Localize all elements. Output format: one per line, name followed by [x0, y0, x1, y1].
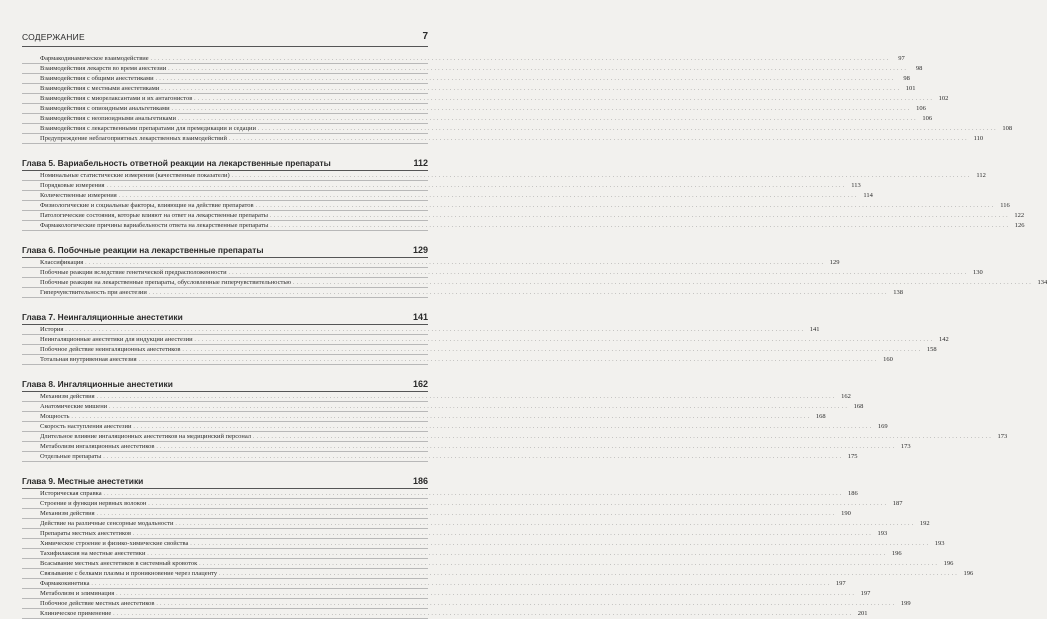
toc-entry — [22, 288, 904, 298]
toc-entry-title: Клиническое применение — [40, 610, 112, 617]
toc-entry — [22, 355, 893, 365]
toc-entry-title: История — [40, 326, 64, 333]
chapter-title: Глава 8. Ингаляционные анестетики — [22, 379, 173, 389]
toc-entry-title: Взаимодействия с лекарственными препаратами для премедикации и седации — [40, 125, 256, 132]
toc-entry — [22, 422, 888, 432]
chapter-page: 129 — [412, 245, 428, 255]
toc-entry — [22, 278, 1047, 288]
toc-entry-page: 192 — [919, 520, 930, 527]
toc-entry-page: 193 — [877, 530, 888, 537]
toc-entry — [22, 325, 820, 335]
leader-dots: . . . . . . . . . . . . . . . . . . . . . . . . . . . . . . . . . . . . . . . . . . . . . . . . . . . . . . . . . . . . . . . . . . . . . . . . . . . . . . . . . . . . . . . . . . . . . . . . . . . . . . . . . . . . . . . . . . . . . . . . . . . . . . . . . . . . . . . . . . . . . . . . . . . . . . . . . . . . . . . . . . . . . . . . . . . . . . . . . . . . . . . . . . . . . . . . . . . . . . . . — [148, 502, 887, 507]
toc-entry — [22, 84, 916, 94]
toc-entry — [22, 519, 930, 529]
toc-entry — [22, 569, 974, 579]
toc-entry-title: Побочные реакции вследствие генетической предрасположенности — [40, 269, 227, 276]
toc-entry-title: Фармакодинамическое взаимодействие — [40, 55, 149, 62]
chapter-heading — [22, 475, 428, 489]
toc-entry-title: Побочное действие местных анестетиков — [40, 600, 155, 607]
toc-entry-page: 142 — [938, 336, 949, 343]
toc-entry-title: Порядковые измерения — [40, 182, 105, 189]
leader-dots: . . . . . . . . . . . . . . . . . . . . . . . . . . . . . . . . . . . . . . . . . . . . . . . . . . . . . . . . . . . . . . . . . . . . . . . . . . . . . . . . . . . . . . . . . . . . . . . . . . . . . . . . . . . . . . . . . . . . . . . . . . . . . . . . . . . . . . . . . . . . . . . . . . . . . . . . . . . . . . . . . . . . . . . . . . . . . . . . . . . . . . . . . . . . . . . . . . . . . . . . — [190, 542, 929, 547]
toc-entry-page: 116 — [1000, 202, 1010, 209]
leader-dots: . . . . . . . . . . . . . . . . . . . . . . . . . . . . . . . . . . . . . . . . . . . . . . . . . . . . . . . . . . . . . . . . . . . . . . . . . . . . . . . . . . . . . . . . . . . . . . . . . . . . . . . . . . . . . . . . . . . . . . . . . . . . . . . . . . . . . . . . . . . . . . . . . . . . . . . . . . . . . . . . . . . . . . . . . . . . . . . . . . . . . . . . . . . . . . . . . . . . . . . . — [199, 562, 938, 567]
toc-entry-page: 114 — [863, 192, 873, 199]
leader-dots: . . . . . . . . . . . . . . . . . . . . . . . . . . . . . . . . . . . . . . . . . . . . . . . . . . . . . . . . . . . . . . . . . . . . . . . . . . . . . . . . . . . . . . . . . . . . . . . . . . . . . . . . . . . . . . . . . . . . . . . . . . . . . . . . . . . . . . . . . . . . . . . . . . . . . . . . . . . . . . . . . . . . . . . . . . . . . . . . . . . . . . . . . . . . . . . . . . . . . . . . — [65, 328, 804, 333]
toc-entry-page: 106 — [916, 105, 926, 112]
toc-entry — [22, 181, 861, 191]
toc-entry-title: Метаболизм ингаляционных анестетиков — [40, 443, 155, 450]
chapter-heading — [22, 378, 428, 392]
toc-entry — [22, 258, 840, 268]
toc-entry-title: Взаимодействия с неопиоидными анальгетиками — [40, 115, 177, 122]
toc-entry — [22, 432, 1008, 442]
toc-entry — [22, 529, 888, 539]
leader-dots: . . . . . . . . . . . . . . . . . . . . . . . . . . . . . . . . . . . . . . . . . . . . . . . . . . . . . . . . . . . . . . . . . . . . . . . . . . . . . . . . . . . . . . . . . . . . . . . . . . . . . . . . . . . . . . . . . . . . . . . . . . . . . . . . . . . . . . . . . . . . . . . . . . . . . . . . . . . . . . . . . . . . . . . . . . . . . . . . . . . . . . . . . . . . . . . . . . . . . . . . — [257, 127, 997, 132]
toc-entry-title: Историческая справка — [40, 490, 102, 497]
leader-dots: . . . . . . . . . . . . . . . . . . . . . . . . . . . . . . . . . . . . . . . . . . . . . . . . . . . . . . . . . . . . . . . . . . . . . . . . . . . . . . . . . . . . . . . . . . . . . . . . . . . . . . . . . . . . . . . . . . . . . . . . . . . . . . . . . . . . . . . . . . . . . . . . . . . . . . . . . . . . . . . . . . . . . . . . . . . . . . . . . . . . . . . . . . . . . . . . . . . . . . . . — [109, 405, 848, 410]
toc-entry — [22, 609, 868, 619]
toc-entry-title: Связывание с белками плазмы и проникновение через плаценту — [40, 570, 218, 577]
leader-dots: . . . . . . . . . . . . . . . . . . . . . . . . . . . . . . . . . . . . . . . . . . . . . . . . . . . . . . . . . . . . . . . . . . . . . . . . . . . . . . . . . . . . . . . . . . . . . . . . . . . . . . . . . . . . . . . . . . . . . . . . . . . . . . . . . . . . . . . . . . . . . . . . . . . . . . . . . . . . . . . . . . . . . . . . . . . . . . . . . . . . . . . . . . . . . . . . . . . . . . . . — [138, 358, 877, 363]
toc-entry-page: 168 — [853, 403, 864, 410]
page-header — [22, 32, 428, 47]
toc-entry-page: 190 — [841, 510, 851, 517]
toc-entry-page: 199 — [900, 600, 911, 607]
toc-entry-title: Взаимодействия с опиоидными анальгетиками — [40, 105, 170, 112]
toc-entry-title: Фармакокинетика — [40, 580, 90, 587]
toc-entry-title: Тотальная внутривенная анестезия — [40, 356, 137, 363]
leader-dots: . . . . . . . . . . . . . . . . . . . . . . . . . . . . . . . . . . . . . . . . . . . . . . . . . . . . . . . . . . . . . . . . . . . . . . . . . . . . . . . . . . . . . . . . . . . . . . . . . . . . . . . . . . . . . . . . . . . . . . . . . . . . . . . . . . . . . . . . . . . . . . . . . . . . . . . . . . . . . . . . . . . . . . . . . . . . . . . . . . . . . . . . . . . . . . . . . . . . . . . . — [71, 415, 810, 420]
toc-entry-title: Строение и функция нервных волокон — [40, 500, 147, 507]
toc-entry-page: 130 — [972, 269, 983, 276]
leader-dots: . . . . . . . . . . . . . . . . . . . . . . . . . . . . . . . . . . . . . . . . . . . . . . . . . . . . . . . . . . . . . . . . . . . . . . . . . . . . . . . . . . . . . . . . . . . . . . . . . . . . . . . . . . . . . . . . . . . . . . . . . . . . . . . . . . . . . . . . . . . . . . . . . . . . . . . . . . . . . . . . . . . . . . . . . . . . . . . . . . . . . . . . . . . . . . . . . . . . . . . . — [194, 338, 933, 343]
toc-entry — [22, 134, 984, 144]
toc-entry — [22, 114, 933, 124]
toc-entry-page: 102 — [938, 95, 949, 102]
leader-dots: . . . . . . . . . . . . . . . . . . . . . . . . . . . . . . . . . . . . . . . . . . . . . . . . . . . . . . . . . . . . . . . . . . . . . . . . . . . . . . . . . . . . . . . . . . . . . . . . . . . . . . . . . . . . . . . . . . . . . . . . . . . . . . . . . . . . . . . . . . . . . . . . . . . . . . . . . . . . . . . . . . . . . . . . . . . . . . . . . . . . . . . . . . . . . . . . . . . . . . . . — [253, 435, 992, 440]
leader-dots: . . . . . . . . . . . . . . . . . . . . . . . . . . . . . . . . . . . . . . . . . . . . . . . . . . . . . . . . . . . . . . . . . . . . . . . . . . . . . . . . . . . . . . . . . . . . . . . . . . . . . . . . . . . . . . . . . . . . . . . . . . . . . . . . . . . . . . . . . . . . . . . . . . . . . . . . . . . . . . . . . . . . . . . . . . . . . . . . . . . . . . . . . . . . . . . . . . . . . . . . — [175, 522, 914, 527]
toc-entry-title: Длительное влияние ингаляционных анестетиков на медицинский персонал — [40, 433, 252, 440]
toc-entry-page: 113 — [851, 182, 861, 189]
toc-entry — [22, 268, 983, 278]
toc-entry — [22, 104, 926, 114]
toc-entry — [22, 345, 937, 355]
toc-entry — [22, 412, 826, 422]
toc-entry-page: 158 — [926, 346, 937, 353]
chapter-page: 112 — [413, 158, 428, 168]
toc-entry-page: 110 — [973, 135, 984, 142]
leader-dots: . . . . . . . . . . . . . . . . . . . . . . . . . . . . . . . . . . . . . . . . . . . . . . . . . . . . . . . . . . . . . . . . . . . . . . . . . . . . . . . . . . . . . . . . . . . . . . . . . . . . . . . . . . . . . . . . . . . . . . . . . . . . . . . . . . . . . . . . . . . . . . . . . . . . . . . . . . . . . . . . . . . . . . . . . . . . . . . . . . . . . . . . . . . . . . . . . . . . . . . . — [118, 194, 857, 199]
leader-dots: . . . . . . . . . . . . . . . . . . . . . . . . . . . . . . . . . . . . . . . . . . . . . . . . . . . . . . . . . . . . . . . . . . . . . . . . . . . . . . . . . . . . . . . . . . . . . . . . . . . . . . . . . . . . . . . . . . . . . . . . . . . . . . . . . . . . . . . . . . . . . . . . . . . . . . . . . . . . . . . . . . . . . . . . . . . . . . . . . . . . . . . . . . . . . . . . . . . . . . . . — [133, 425, 872, 430]
toc-entry-page: 98 — [915, 65, 923, 72]
leader-dots: . . . . . . . . . . . . . . . . . . . . . . . . . . . . . . . . . . . . . . . . . . . . . . . . . . . . . . . . . . . . . . . . . . . . . . . . . . . . . . . . . . . . . . . . . . . . . . . . . . . . . . . . . . . . . . . . . . . . . . . . . . . . . . . . . . . . . . . . . . . . . . . . . . . . . . . . . . . . . . . . . . . . . . . . . . . . . . . . . . . . . . . . . . . . . . . . . . . . . . . . — [113, 612, 852, 617]
leader-dots: . . . . . . . . . . . . . . . . . . . . . . . . . . . . . . . . . . . . . . . . . . . . . . . . . . . . . . . . . . . . . . . . . . . . . . . . . . . . . . . . . . . . . . . . . . . . . . . . . . . . . . . . . . . . . . . . . . . . . . . . . . . . . . . . . . . . . . . . . . . . . . . . . . . . . . . . . . . . . . . . . . . . . . . . . . . . . . . . . . . . . . . . . . . . . . . . . . . . . . . . — [161, 87, 900, 92]
toc-entry — [22, 599, 911, 609]
toc-entry — [22, 559, 954, 569]
toc-entry-title: Количественные измерения — [40, 192, 117, 199]
toc-entry — [22, 402, 864, 412]
leader-dots: . . . . . . . . . . . . . . . . . . . . . . . . . . . . . . . . . . . . . . . . . . . . . . . . . . . . . . . . . . . . . . . . . . . . . . . . . . . . . . . . . . . . . . . . . . . . . . . . . . . . . . . . . . . . . . . . . . . . . . . . . . . . . . . . . . . . . . . . . . . . . . . . . . . . . . . . . . . . . . . . . . . . . . . . . . . . . . . . . . . . . . . . . . . . . . . . . . . . . . . . — [106, 184, 845, 189]
chapter-heading — [22, 311, 428, 325]
chapter-heading — [22, 244, 428, 258]
toc-entry — [22, 539, 945, 549]
toc-entry-page: 175 — [847, 453, 858, 460]
toc-entry-page: 106 — [922, 115, 933, 122]
toc-entry-title: Побочные реакции на лекарственные препараты, обусловленные гиперчувствительностью — [40, 279, 292, 286]
toc-entry — [22, 94, 949, 104]
toc-entry-page: 108 — [1002, 125, 1013, 132]
leader-dots: . . . . . . . . . . . . . . . . . . . . . . . . . . . . . . . . . . . . . . . . . . . . . . . . . . . . . . . . . . . . . . . . . . . . . . . . . . . . . . . . . . . . . . . . . . . . . . . . . . . . . . . . . . . . . . . . . . . . . . . . . . . . . . . . . . . . . . . . . . . . . . . . . . . . . . . . . . . . . . . . . . . . . . . . . . . . . . . . . . . . . . . . . . . . . . . . . . . . . . . . — [147, 552, 886, 557]
toc-entry-page: 101 — [905, 85, 916, 92]
toc-entry-page: 193 — [934, 540, 945, 547]
toc-entry-page: 129 — [829, 259, 840, 266]
leader-dots: . . . . . . . . . . . . . . . . . . . . . . . . . . . . . . . . . . . . . . . . . . . . . . . . . . . . . . . . . . . . . . . . . . . . . . . . . . . . . . . . . . . . . . . . . . . . . . . . . . . . . . . . . . . . . . . . . . . . . . . . . . . . . . . . . . . . . . . . . . . . . . . . . . . . . . . . . . . . . . . . . . . . . . . . . . . . . . . . . . . . . . . . . . . . . . . . . . . . . . . . — [85, 261, 824, 266]
chapter-title: Глава 6. Побочные реакции на лекарственные препараты — [22, 245, 264, 255]
toc-entry-page: 173 — [997, 433, 1008, 440]
leader-dots: . . . . . . . . . . . . . . . . . . . . . . . . . . . . . . . . . . . . . . . . . . . . . . . . . . . . . . . . . . . . . . . . . . . . . . . . . . . . . . . . . . . . . . . . . . . . . . . . . . . . . . . . . . . . . . . . . . . . . . . . . . . . . . . . . . . . . . . . . . . . . . . . . . . . . . . . . . . . . . . . . . . . . . . . . . . . . . . . . . . . . . . . . . . . . . . . . . . . . . . . — [219, 572, 958, 577]
toc-entry-page: 187 — [892, 500, 903, 507]
chapter-title: Глава 7. Неингаляционные анестетики — [22, 312, 183, 322]
toc-entry-page: 168 — [815, 413, 826, 420]
chapter-page: 162 — [412, 379, 428, 389]
toc-entry — [22, 221, 1025, 231]
toc-entry — [22, 589, 871, 599]
leader-dots: . . . . . . . . . . . . . . . . . . . . . . . . . . . . . . . . . . . . . . . . . . . . . . . . . . . . . . . . . . . . . . . . . . . . . . . . . . . . . . . . . . . . . . . . . . . . . . . . . . . . . . . . . . . . . . . . . . . . . . . . . . . . . . . . . . . . . . . . . . . . . . . . . . . . . . . . . . . . . . . . . . . . . . . . . . . . . . . . . . . . . . . . . . . . . . . . . . . . . . . . — [156, 445, 895, 450]
toc-entry-title: Классификация — [40, 259, 84, 266]
toc-entry-title: Механизм действия — [40, 393, 95, 400]
toc-entry-title: Фармакологические причины вариабельности ответа на лекарственные препараты — [40, 222, 269, 229]
chapter-heading — [22, 157, 428, 171]
toc-entry-page: 201 — [857, 610, 868, 617]
header-title: СОДЕРЖАНИЕ — [22, 32, 85, 42]
leader-dots: . . . . . . . . . . . . . . . . . . . . . . . . . . . . . . . . . . . . . . . . . . . . . . . . . . . . . . . . . . . . . . . . . . . . . . . . . . . . . . . . . . . . . . . . . . . . . . . . . . . . . . . . . . . . . . . . . . . . . . . . . . . . . . . . . . . . . . . . . . . . . . . . . . . . . . . . . . . . . . . . . . . . . . . . . . . . . . . . . . . . . . . . . . . . . . . . . . . . . . . . — [91, 582, 830, 587]
toc-entry — [22, 54, 905, 64]
toc-entry-title: Номинальные статистические измерения (качественные показатели) — [40, 172, 230, 179]
toc-entry — [22, 452, 858, 462]
toc-entry-title: Мощность — [40, 413, 70, 420]
toc-entry-page: 112 — [976, 172, 986, 179]
toc-entry — [22, 489, 858, 499]
toc-entry-page: 141 — [809, 326, 820, 333]
leader-dots: . . . . . . . . . . . . . . . . . . . . . . . . . . . . . . . . . . . . . . . . . . . . . . . . . . . . . . . . . . . . . . . . . . . . . . . . . . . . . . . . . . . . . . . . . . . . . . . . . . . . . . . . . . . . . . . . . . . . . . . . . . . . . . . . . . . . . . . . . . . . . . . . . . . . . . . . . . . . . . . . . . . . . . . . . . . . . . . . . . . . . . . . . . . . . . . . . . . . . . . . — [228, 271, 967, 276]
toc-entry — [22, 335, 949, 345]
toc-entry-page: 197 — [835, 580, 846, 587]
leader-dots: . . . . . . . . . . . . . . . . . . . . . . . . . . . . . . . . . . . . . . . . . . . . . . . . . . . . . . . . . . . . . . . . . . . . . . . . . . . . . . . . . . . . . . . . . . . . . . . . . . . . . . . . . . . . . . . . . . . . . . . . . . . . . . . . . . . . . . . . . . . . . . . . . . . . . . . . . . . . . . . . . . . . . . . . . . . . . . . . . . . . . . . . . . . . . . . . . . . . . . . . — [116, 592, 855, 597]
toc-entry-page: 138 — [893, 289, 904, 296]
toc-entry — [22, 499, 903, 509]
leader-dots: . . . . . . . . . . . . . . . . . . . . . . . . . . . . . . . . . . . . . . . . . . . . . . . . . . . . . . . . . . . . . . . . . . . . . . . . . . . . . . . . . . . . . . . . . . . . . . . . . . . . . . . . . . . . . . . . . . . . . . . . . . . . . . . . . . . . . . . . . . . . . . . . . . . . . . . . . . . . . . . . . . . . . . . . . . . . . . . . . . . . . . . . . . . . . . . . . . . . . . . . — [133, 532, 872, 537]
leader-dots: . . . . . . . . . . . . . . . . . . . . . . . . . . . . . . . . . . . . . . . . . . . . . . . . . . . . . . . . . . . . . . . . . . . . . . . . . . . . . . . . . . . . . . . . . . . . . . . . . . . . . . . . . . . . . . . . . . . . . . . . . . . . . . . . . . . . . . . . . . . . . . . . . . . . . . . . . . . . . . . . . . . . . . . . . . . . . . . . . . . . . . . . . . . . . . . . . . . . . . . . — [148, 291, 888, 296]
toc-entry — [22, 211, 1025, 221]
toc-entry — [22, 74, 910, 84]
toc-entry-title: Взаимодействия с местными анестетиками — [40, 85, 160, 92]
leader-dots: . . . . . . . . . . . . . . . . . . . . . . . . . . . . . . . . . . . . . . . . . . . . . . . . . . . . . . . . . . . . . . . . . . . . . . . . . . . . . . . . . . . . . . . . . . . . . . . . . . . . . . . . . . . . . . . . . . . . . . . . . . . . . . . . . . . . . . . . . . . . . . . . . . . . . . . . . . . . . . . . . . . . . . . . . . . . . . . . . . . . . . . . . . . . . . . . . . . . . . . . — [182, 348, 921, 353]
toc-entry-page: 134 — [1037, 279, 1047, 286]
chapter-title: Глава 9. Местные анестетики — [22, 476, 144, 486]
toc-entry-title: Побочное действие неингаляционных анестетиков — [40, 346, 181, 353]
toc-entry-title: Метаболизм и элиминация — [40, 590, 115, 597]
toc-entries — [22, 54, 1047, 619]
toc-entry-page: 169 — [877, 423, 888, 430]
toc-entry-title: Неингаляционные анестетики для индукции анестезии — [40, 336, 193, 343]
toc-entry-page: 126 — [1014, 222, 1025, 229]
toc-entry-page: 196 — [891, 550, 902, 557]
toc-entry-title: Взаимодействия лекарств во время анестезии — [40, 65, 167, 72]
toc-entry-title: Препараты местных анестетиков — [40, 530, 132, 537]
toc-entry-title: Взаимодействия с миорелаксантами и их антагонистов — [40, 95, 193, 102]
leader-dots: . . . . . . . . . . . . . . . . . . . . . . . . . . . . . . . . . . . . . . . . . . . . . . . . . . . . . . . . . . . . . . . . . . . . . . . . . . . . . . . . . . . . . . . . . . . . . . . . . . . . . . . . . . . . . . . . . . . . . . . . . . . . . . . . . . . . . . . . . . . . . . . . . . . . . . . . . . . . . . . . . . . . . . . . . . . . . . . . . . . . . . . . . . . . . . . . . . . . . . . . — [103, 455, 842, 460]
leader-dots: . . . . . . . . . . . . . . . . . . . . . . . . . . . . . . . . . . . . . . . . . . . . . . . . . . . . . . . . . . . . . . . . . . . . . . . . . . . . . . . . . . . . . . . . . . . . . . . . . . . . . . . . . . . . . . . . . . . . . . . . . . . . . . . . . . . . . . . . . . . . . . . . . . . . . . . . . . . . . . . . . . . . . . . . . . . . . . . . . . . . . . . . . . . . . . . . . . . . . . . . — [255, 204, 994, 209]
leader-dots: . . . . . . . . . . . . . . . . . . . . . . . . . . . . . . . . . . . . . . . . . . . . . . . . . . . . . . . . . . . . . . . . . . . . . . . . . . . . . . . . . . . . . . . . . . . . . . . . . . . . . . . . . . . . . . . . . . . . . . . . . . . . . . . . . . . . . . . . . . . . . . . . . . . . . . . . . . . . . . . . . . . . . . . . . . . . . . . . . . . . . . . . . . . . . . . . . . . . . . . . — [96, 512, 835, 517]
toc-entry-title: Гиперчувствительность при анестезии — [40, 289, 147, 296]
leader-dots: . . . . . . . . . . . . . . . . . . . . . . . . . . . . . . . . . . . . . . . . . . . . . . . . . . . . . . . . . . . . . . . . . . . . . . . . . . . . . . . . . . . . . . . . . . . . . . . . . . . . . . . . . . . . . . . . . . . . . . . . . . . . . . . . . . . . . . . . . . . . . . . . . . . . . . . . . . . . . . . . . . . . . . . . . . . . . . . . . . . . . . . . . . . . . . . . . . . . . . . . — [150, 57, 889, 62]
toc-entry-page: 173 — [900, 443, 911, 450]
toc-entry-page: 186 — [848, 490, 858, 497]
toc-entry — [22, 64, 923, 74]
toc-entry-page: 122 — [1014, 212, 1025, 219]
leader-dots: . . . . . . . . . . . . . . . . . . . . . . . . . . . . . . . . . . . . . . . . . . . . . . . . . . . . . . . . . . . . . . . . . . . . . . . . . . . . . . . . . . . . . . . . . . . . . . . . . . . . . . . . . . . . . . . . . . . . . . . . . . . . . . . . . . . . . . . . . . . . . . . . . . . . . . . . . . . . . . . . . . . . . . . . . . . . . . . . . . . . . . . . . . . . . . . . . . . . . . . . — [269, 214, 1009, 219]
chapter-page: 186 — [412, 476, 428, 486]
leader-dots: . . . . . . . . . . . . . . . . . . . . . . . . . . . . . . . . . . . . . . . . . . . . . . . . . . . . . . . . . . . . . . . . . . . . . . . . . . . . . . . . . . . . . . . . . . . . . . . . . . . . . . . . . . . . . . . . . . . . . . . . . . . . . . . . . . . . . . . . . . . . . . . . . . . . . . . . . . . . . . . . . . . . . . . . . . . . . . . . . . . . . . . . . . . . . . . . . . . . . . . . — [156, 602, 895, 607]
toc-entry — [22, 201, 1010, 211]
header-page-number: 7 — [422, 31, 428, 42]
toc-entry-page: 160 — [883, 356, 893, 363]
toc-entry-title: Тахифилаксия на местные анестетики — [40, 550, 146, 557]
toc-entry-title: Патологические состояния, которые влияют на ответ на лекарственные препараты — [40, 212, 268, 219]
toc-entry — [22, 549, 902, 559]
toc-entry-title: Предупреждение неблагоприятных лекарственных взаимодействий — [40, 135, 227, 142]
toc-entry-title: Механизм действия — [40, 510, 95, 517]
chapter-title: Глава 5. Вариабельность ответной реакции на лекарственные препараты — [22, 158, 331, 168]
leader-dots: . . . . . . . . . . . . . . . . . . . . . . . . . . . . . . . . . . . . . . . . . . . . . . . . . . . . . . . . . . . . . . . . . . . . . . . . . . . . . . . . . . . . . . . . . . . . . . . . . . . . . . . . . . . . . . . . . . . . . . . . . . . . . . . . . . . . . . . . . . . . . . . . . . . . . . . . . . . . . . . . . . . . . . . . . . . . . . . . . . . . . . . . . . . . . . . . . . . . . . . . — [168, 67, 907, 72]
leader-dots: . . . . . . . . . . . . . . . . . . . . . . . . . . . . . . . . . . . . . . . . . . . . . . . . . . . . . . . . . . . . . . . . . . . . . . . . . . . . . . . . . . . . . . . . . . . . . . . . . . . . . . . . . . . . . . . . . . . . . . . . . . . . . . . . . . . . . . . . . . . . . . . . . . . . . . . . . . . . . . . . . . . . . . . . . . . . . . . . . . . . . . . . . . . . . . . . . . . . . . . . — [178, 117, 917, 122]
leader-dots: . . . . . . . . . . . . . . . . . . . . . . . . . . . . . . . . . . . . . . . . . . . . . . . . . . . . . . . . . . . . . . . . . . . . . . . . . . . . . . . . . . . . . . . . . . . . . . . . . . . . . . . . . . . . . . . . . . . . . . . . . . . . . . . . . . . . . . . . . . . . . . . . . . . . . . . . . . . . . . . . . . . . . . . . . . . . . . . . . . . . . . . . . . . . . . . . . . . . . . . . — [228, 137, 968, 142]
toc-entry — [22, 171, 986, 181]
toc-entry-page: 196 — [943, 560, 954, 567]
leader-dots: . . . . . . . . . . . . . . . . . . . . . . . . . . . . . . . . . . . . . . . . . . . . . . . . . . . . . . . . . . . . . . . . . . . . . . . . . . . . . . . . . . . . . . . . . . . . . . . . . . . . . . . . . . . . . . . . . . . . . . . . . . . . . . . . . . . . . . . . . . . . . . . . . . . . . . . . . . . . . . . . . . . . . . . . . . . . . . . . . . . . . . . . . . . . . . . . . . . . . . . . — [171, 107, 910, 112]
toc-entry-page: 97 — [898, 55, 905, 62]
leader-dots: . . . . . . . . . . . . . . . . . . . . . . . . . . . . . . . . . . . . . . . . . . . . . . . . . . . . . . . . . . . . . . . . . . . . . . . . . . . . . . . . . . . . . . . . . . . . . . . . . . . . . . . . . . . . . . . . . . . . . . . . . . . . . . . . . . . . . . . . . . . . . . . . . . . . . . . . . . . . . . . . . . . . . . . . . . . . . . . . . . . . . . . . . . . . . . . . . . . . . . . . — [270, 224, 1009, 229]
toc-entry-title: Химическое строение и физико-химические свойства — [40, 540, 189, 547]
toc-entry-title: Действие на различные сенсорные модальности — [40, 520, 174, 527]
toc-entry — [22, 442, 911, 452]
toc-entry-page: 98 — [903, 75, 910, 82]
toc-entry-title: Анатомические мишени — [40, 403, 108, 410]
toc-entry — [22, 124, 1013, 134]
toc-entry-title: Взаимодействия с общими анестетиками — [40, 75, 154, 82]
leader-dots: . . . . . . . . . . . . . . . . . . . . . . . . . . . . . . . . . . . . . . . . . . . . . . . . . . . . . . . . . . . . . . . . . . . . . . . . . . . . . . . . . . . . . . . . . . . . . . . . . . . . . . . . . . . . . . . . . . . . . . . . . . . . . . . . . . . . . . . . . . . . . . . . . . . . . . . . . . . . . . . . . . . . . . . . . . . . . . . . . . . . . . . . . . . . . . . . . . . . . . . . — [103, 492, 842, 497]
toc-entry-page: 197 — [860, 590, 871, 597]
toc-entry-page: 162 — [841, 393, 851, 400]
leader-dots: . . . . . . . . . . . . . . . . . . . . . . . . . . . . . . . . . . . . . . . . . . . . . . . . . . . . . . . . . . . . . . . . . . . . . . . . . . . . . . . . . . . . . . . . . . . . . . . . . . . . . . . . . . . . . . . . . . . . . . . . . . . . . . . . . . . . . . . . . . . . . . . . . . . . . . . . . . . . . . . . . . . . . . . . . . . . . . . . . . . . . . . . . . . . . . . . . . . . . . . . — [293, 281, 1032, 286]
leader-dots: . . . . . . . . . . . . . . . . . . . . . . . . . . . . . . . . . . . . . . . . . . . . . . . . . . . . . . . . . . . . . . . . . . . . . . . . . . . . . . . . . . . . . . . . . . . . . . . . . . . . . . . . . . . . . . . . . . . . . . . . . . . . . . . . . . . . . . . . . . . . . . . . . . . . . . . . . . . . . . . . . . . . . . . . . . . . . . . . . . . . . . . . . . . . . . . . . . . . . . . . — [194, 97, 933, 102]
toc-entry-title: Отдельные препараты — [40, 453, 102, 460]
toc-entry-title: Физиологические и социальные факторы, влияющие на действие препаратов — [40, 202, 254, 209]
toc-entry-page: 196 — [963, 570, 974, 577]
leader-dots: . . . . . . . . . . . . . . . . . . . . . . . . . . . . . . . . . . . . . . . . . . . . . . . . . . . . . . . . . . . . . . . . . . . . . . . . . . . . . . . . . . . . . . . . . . . . . . . . . . . . . . . . . . . . . . . . . . . . . . . . . . . . . . . . . . . . . . . . . . . . . . . . . . . . . . . . . . . . . . . . . . . . . . . . . . . . . . . . . . . . . . . . . . . . . . . . . . . . . . . . — [231, 174, 970, 179]
toc-entry — [22, 392, 851, 402]
toc-entry-title: Всасывание местных анестетиков в системный кровоток — [40, 560, 198, 567]
leader-dots: . . . . . . . . . . . . . . . . . . . . . . . . . . . . . . . . . . . . . . . . . . . . . . . . . . . . . . . . . . . . . . . . . . . . . . . . . . . . . . . . . . . . . . . . . . . . . . . . . . . . . . . . . . . . . . . . . . . . . . . . . . . . . . . . . . . . . . . . . . . . . . . . . . . . . . . . . . . . . . . . . . . . . . . . . . . . . . . . . . . . . . . . . . . . . . . . . . . . . . . . — [155, 77, 894, 82]
leader-dots: . . . . . . . . . . . . . . . . . . . . . . . . . . . . . . . . . . . . . . . . . . . . . . . . . . . . . . . . . . . . . . . . . . . . . . . . . . . . . . . . . . . . . . . . . . . . . . . . . . . . . . . . . . . . . . . . . . . . . . . . . . . . . . . . . . . . . . . . . . . . . . . . . . . . . . . . . . . . . . . . . . . . . . . . . . . . . . . . . . . . . . . . . . . . . . . . . . . . . . . . — [96, 395, 835, 400]
toc-entry — [22, 509, 851, 519]
toc-entry — [22, 579, 846, 589]
chapter-page: 141 — [412, 312, 428, 322]
toc-entry-title: Скорость наступления анестезии — [40, 423, 132, 430]
toc-entry — [22, 191, 873, 201]
